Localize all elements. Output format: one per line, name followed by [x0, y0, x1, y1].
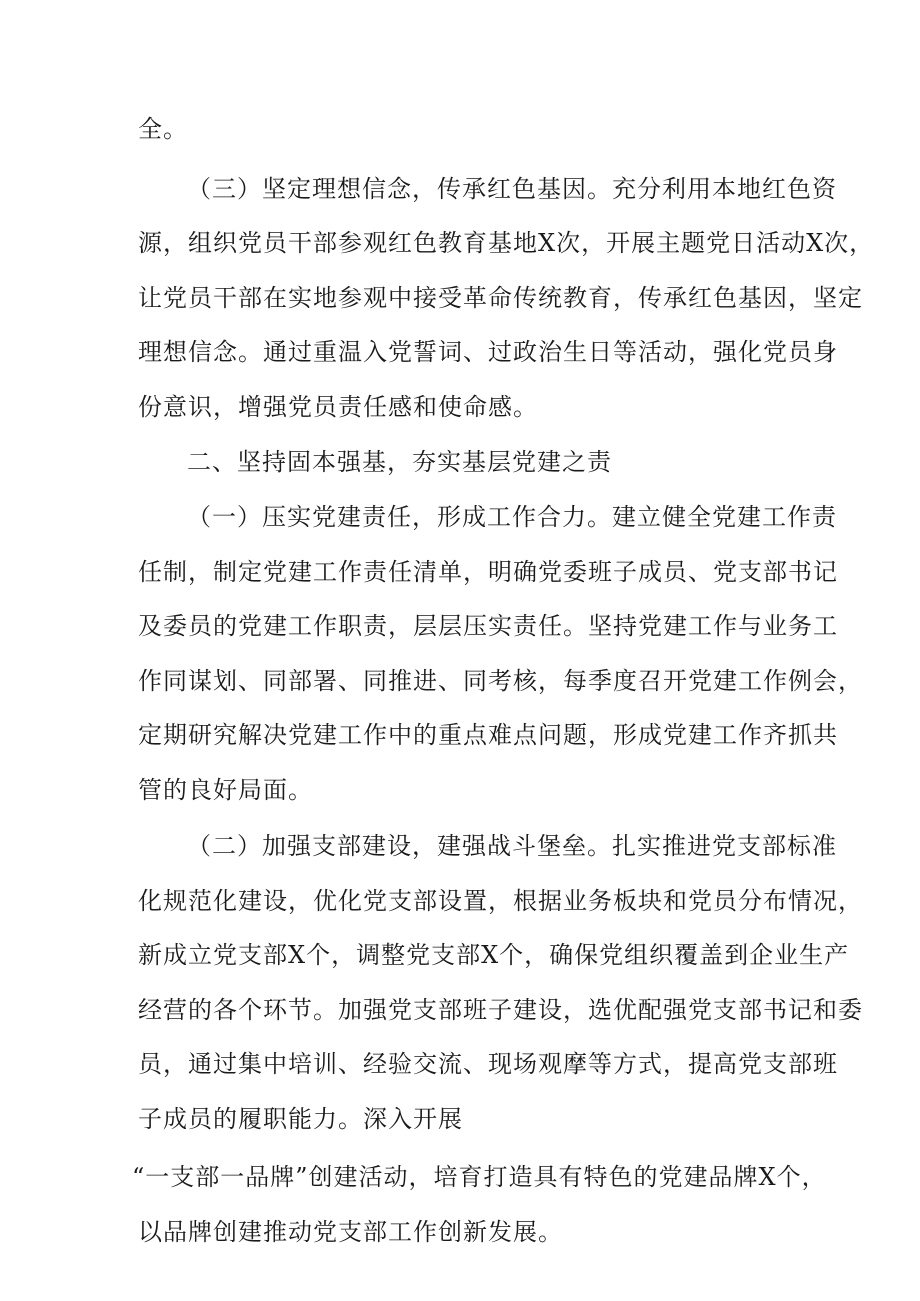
text-line: 源，组织党员干部参观红色教育基地X次，开展主题党日活动X次，	[138, 229, 875, 257]
text-line: （一）压实党建责任，形成工作合力。建立健全党建工作责	[187, 503, 837, 531]
text-line: （三）坚定理想信念，传承红色基因。充分利用本地红色资	[187, 175, 837, 203]
text-line: 任制，制定党建工作责任清单，明确党委班子成员、党支部书记	[138, 558, 838, 586]
text-line: 理想信念。通过重温入党誓词、过政治生日等活动，强化党员身	[138, 338, 838, 366]
text-line: 作同谋划、同部署、同推进、同考核，每季度召开党建工作例会，	[138, 667, 863, 695]
text-line: 子成员的履职能力。深入开展	[138, 1105, 463, 1133]
text-line: 定期研究解决党建工作中的重点难点问题，形成党建工作齐抓共	[138, 721, 838, 749]
text-line: 及委员的党建工作职责，层层压实责任。坚持党建工作与业务工	[138, 612, 838, 640]
text-line: 化规范化建设，优化党支部设置，根据业务板块和党员分布情况，	[138, 887, 863, 915]
text-line: 份意识，增强党员责任感和使命感。	[138, 393, 538, 421]
text-line: 让党员干部在实地参观中接受革命传统教育，传承红色基因，坚定	[138, 284, 863, 312]
text-line: “一支部一品牌”创建活动，培育打造具有特色的党建品牌X个，	[132, 1163, 827, 1191]
text-line: 经营的各个环节。加强党支部班子建设，选优配强党支部书记和委	[138, 996, 863, 1024]
text-line: 新成立党支部X个，调整党支部X个，确保党组织覆盖到企业生产	[138, 941, 850, 969]
text-line: 以品牌创建推动党支部工作创新发展。	[138, 1218, 563, 1246]
section-heading: 二、坚持固本强基，夯实基层党建之责	[187, 448, 612, 476]
text-line: 全。	[138, 115, 188, 143]
text-line: 员，通过集中培训、经验交流、现场观摩等方式，提高党支部班	[138, 1050, 838, 1078]
text-line: 管的良好局面。	[138, 776, 313, 804]
text-line: （二）加强支部建设，建强战斗堡垒。扎实推进党支部标准	[187, 832, 837, 860]
